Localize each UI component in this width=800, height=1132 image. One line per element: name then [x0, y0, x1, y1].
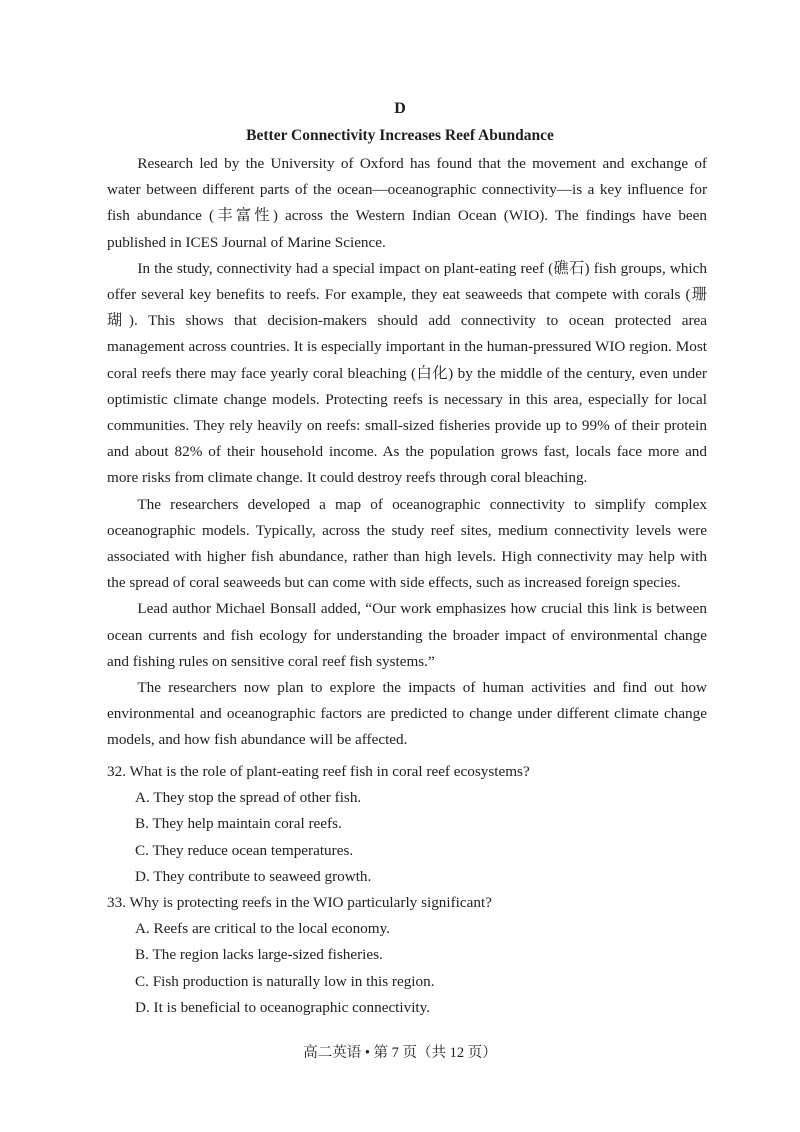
option-b: B. The region lacks large-sized fisheries.: [135, 946, 383, 964]
option-c: C. They reduce ocean temperatures.: [135, 841, 354, 859]
option-a: A. They stop the spread of other fish.: [135, 789, 362, 807]
question-stem: 32. What is the role of plant-eating reef fish in coral reef ecosystems?: [107, 763, 530, 780]
paragraph-2: In the study, connectivity had a special impact on plant-eating reef (礁石) fish groups, which offer several key benefits to reefs. For example, they eat seaweeds that compete with corals (珊瑚). This shows that decision-makers should add connectivity to ocean protected area management across countries. It is especially important in the human-pressured WIO region. Most coral reefs there may face yearly coral bleaching (白化) by the middle of the century, even under optimistic climate change models. Protecting reefs is necessary in this area, especially for local communities. They rely heavily on reefs: small-sized fisheries provide up to 99% of their protein and about 82% of their household income. As the population grows fast, locals face more and more risks from climate change. It could destroy reefs through coral bleaching.: [107, 259, 707, 487]
paragraph-3: The researchers developed a map of oceanographic connectivity to simplify complex oceanographic models. Typically, across the study reef sites, medium connectivity levels were associated with higher fish abundance, rather than high levels. High connectivity may help with the spread of coral seaweeds but can come with side effects, such as increased foreign species.: [107, 495, 707, 592]
option-a: A. Reefs are critical to the local economy.: [135, 920, 390, 938]
question-stem: 33. Why is protecting reefs in the WIO particularly significant?: [107, 894, 492, 912]
option-d: D. It is beneficial to oceanographic connectivity.: [135, 998, 431, 1016]
section-letter: D: [394, 100, 406, 117]
question-33: [107, 890, 707, 1021]
page-footer: 高二英语 • 第 7 页（共 12 页）: [303, 1045, 497, 1061]
option-c: C. Fish production is naturally low in this region.: [135, 972, 435, 990]
paragraph-1: Research led by the University of Oxford has found that the movement and exchange of water between different parts of the ocean—oceanographic connectivity—is a key influence for fish abundance (丰富性) across the Western Indian Ocean (WIO). The findings have been published in ICES Journal of Marine Science.: [107, 155, 707, 251]
passage-title: Better Connectivity Increases Reef Abundance: [246, 127, 554, 144]
question-32: [107, 759, 707, 890]
questions-block: [107, 759, 707, 1021]
paragraph-5: The researchers now plan to explore the impacts of human activities and find out how environmental and oceanographic factors are predicted to change under different climate change models, and how fish abundance will be affected.: [107, 679, 707, 749]
option-d: D. They contribute to seaweed growth.: [135, 867, 372, 885]
option-b: B. They help maintain coral reefs.: [135, 815, 342, 833]
passage-body: [107, 151, 707, 754]
paragraph-4: Lead author Michael Bonsall added, “Our work emphasizes how crucial this link is between ocean currents and fish ecology for understanding the broader impact of environmental change and fishing rules on sensitive coral reef fish systems.”: [107, 600, 707, 670]
